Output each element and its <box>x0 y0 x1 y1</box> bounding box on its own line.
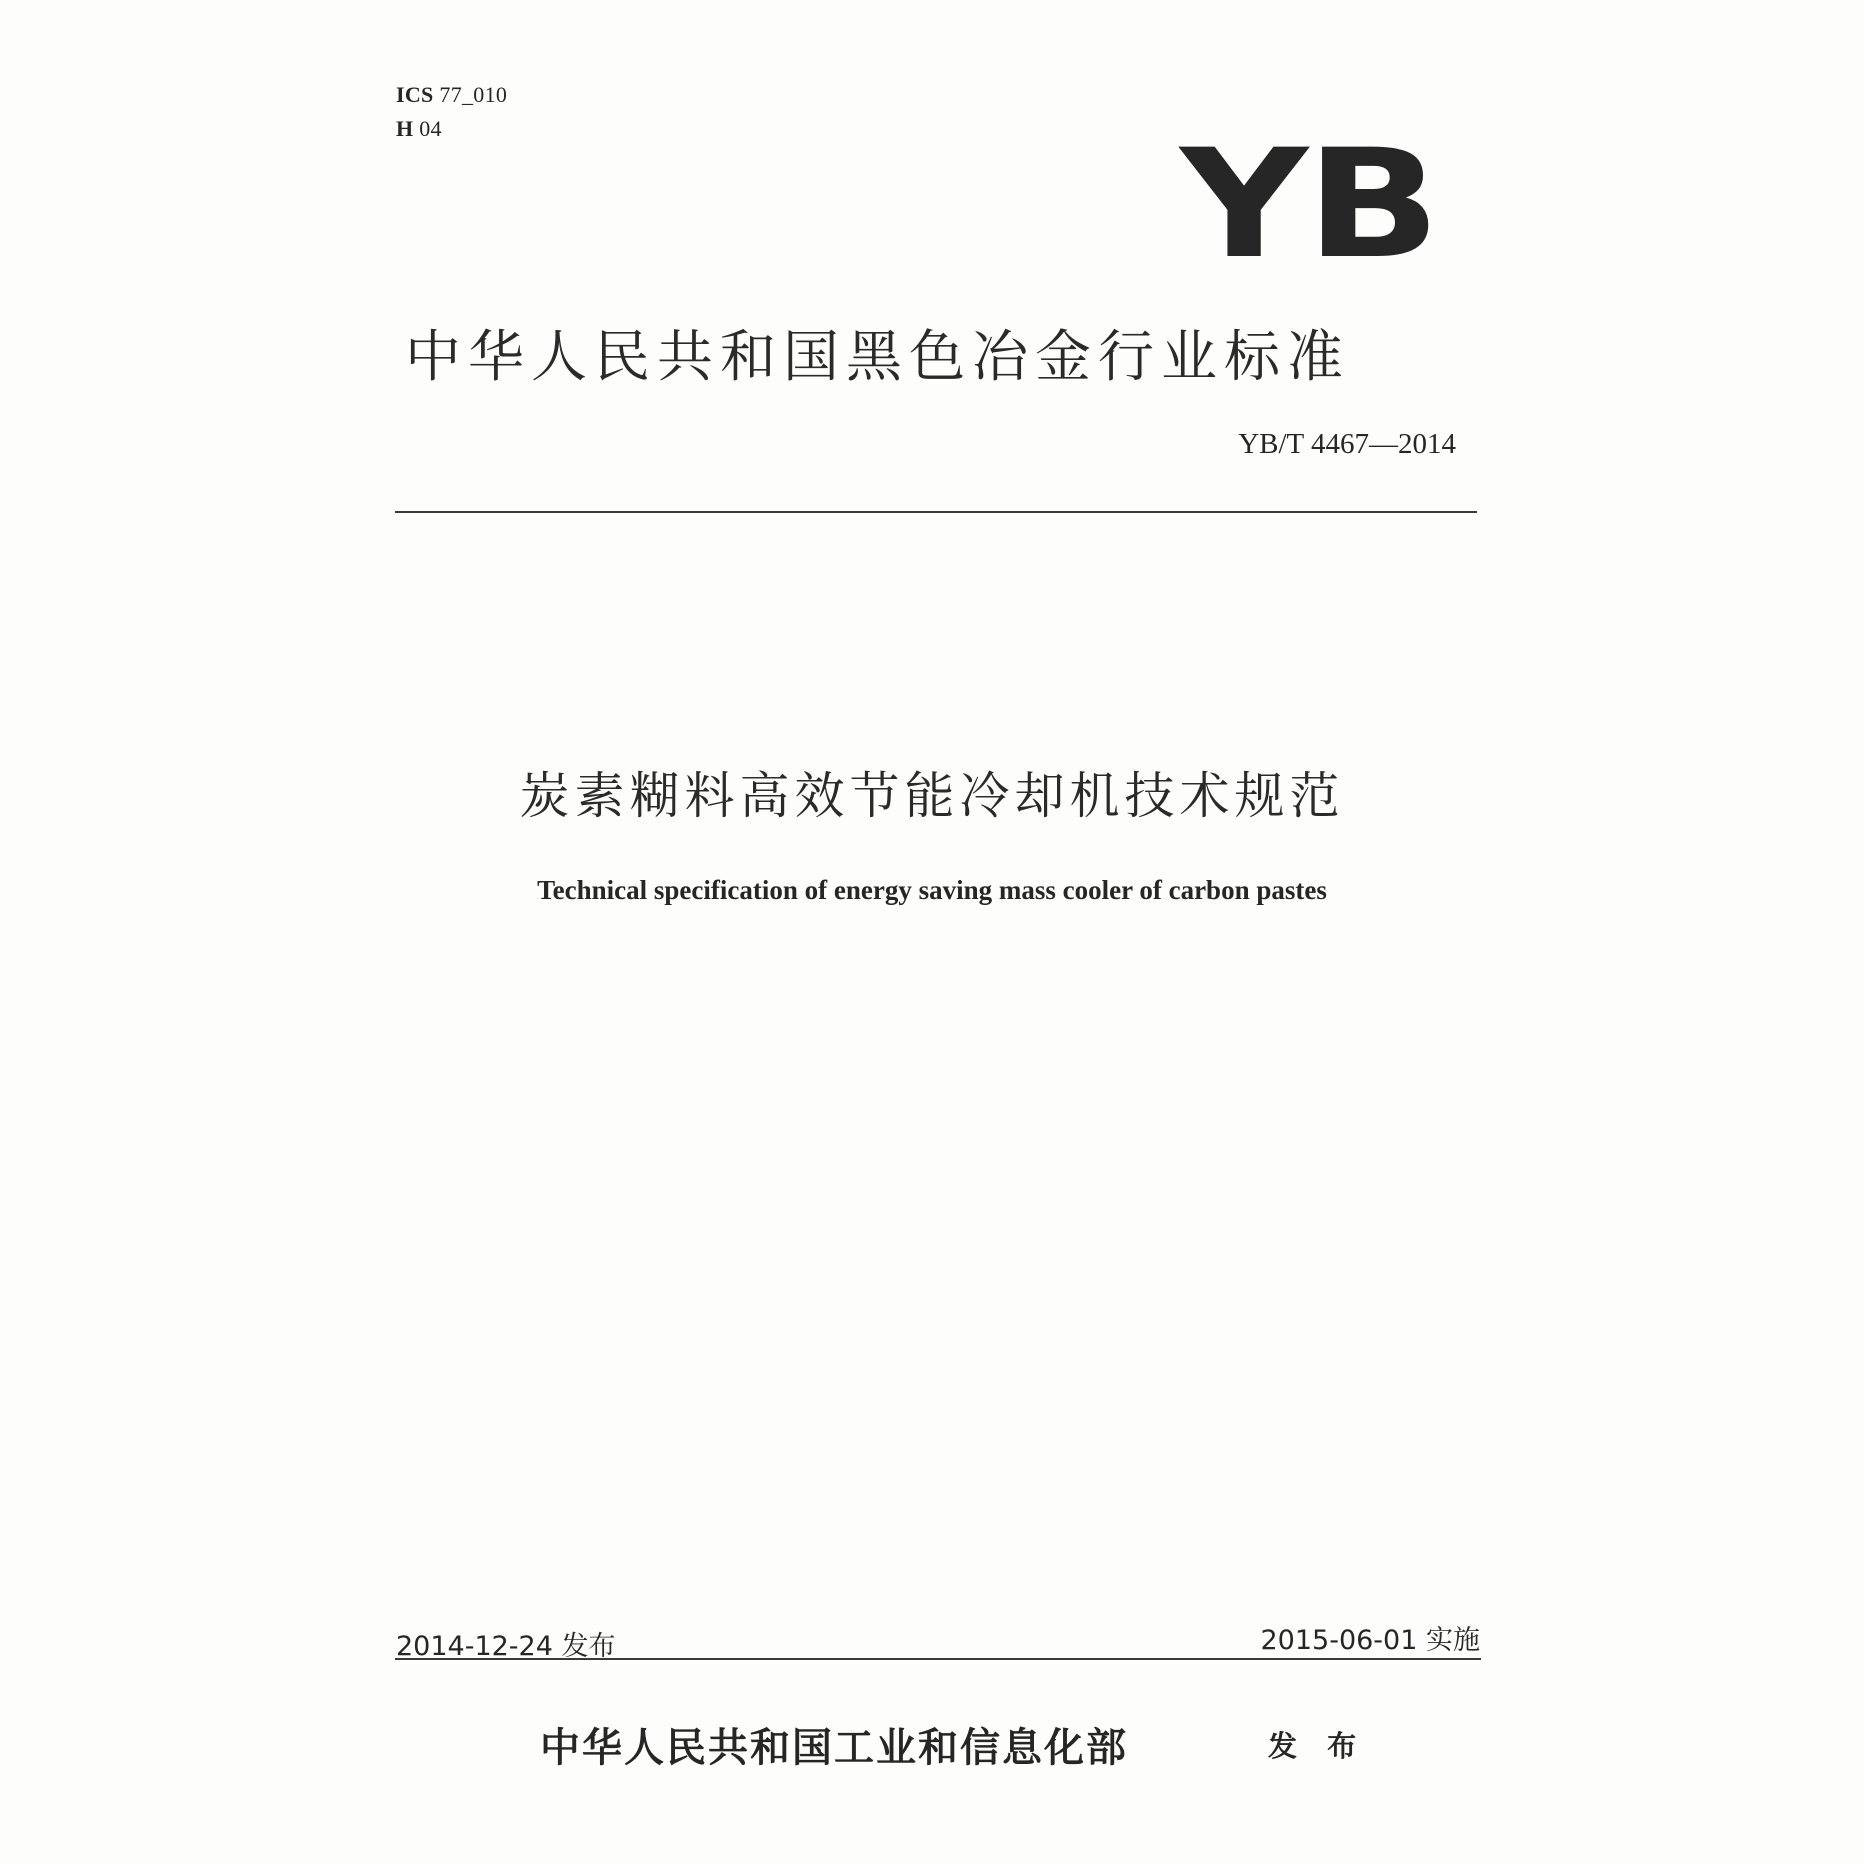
publisher-name: 中华人民共和国工业和信息化部 <box>540 1724 1128 1771</box>
chinese-title: 炭素糊料高效节能冷却机技术规范 <box>519 767 1345 825</box>
implementation-date: 2015-06-01 实施 <box>1260 1625 1480 1656</box>
issue-date: 2014-12-24 发布 <box>396 1631 616 1662</box>
ics-value: 77_010 <box>439 82 508 107</box>
english-title: Technical specification of energy saving mass cooler of carbon pastes <box>537 875 1327 905</box>
ics-prefix: ICS <box>396 82 434 107</box>
bottom-divider <box>395 1658 1481 1660</box>
top-divider <box>395 511 1477 513</box>
ics-code <box>396 82 507 108</box>
yb-logo: YB <box>1180 118 1439 292</box>
publish-label: 发 布 <box>1268 1729 1367 1763</box>
ccs-prefix: H <box>396 116 414 141</box>
standard-number: YB/T 4467—2014 <box>1238 428 1456 460</box>
standard-category-title: 中华人民共和国黑色冶金行业标准 <box>405 325 1350 390</box>
ccs-code <box>396 116 442 142</box>
ccs-value: 04 <box>419 116 442 141</box>
